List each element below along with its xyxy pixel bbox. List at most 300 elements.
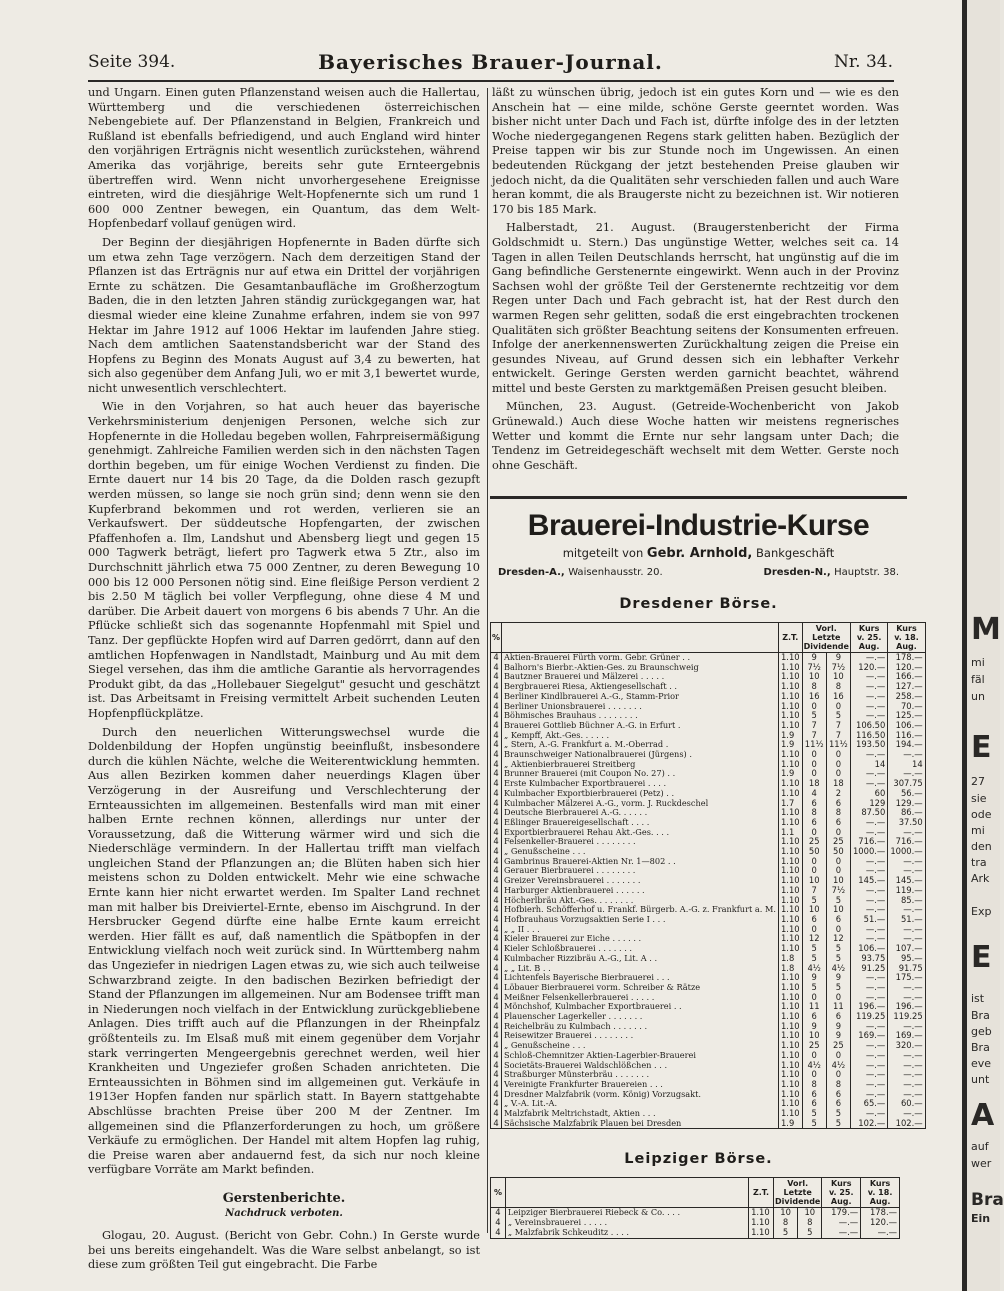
row-percent: 4 [491, 799, 502, 809]
row-kurs-25: 129 [850, 799, 887, 809]
row-dividend-prev: 10 [802, 905, 826, 915]
row-kurs-25: —.— [850, 828, 887, 838]
row-zt: 1.10 [778, 837, 802, 847]
row-percent: 4 [491, 837, 502, 847]
row-dividend-last: 9 [826, 1031, 850, 1041]
section-heading: Gerstenberichte. [222, 1190, 346, 1206]
adjacent-fragment: mi [971, 656, 985, 669]
row-kurs-25: —.— [850, 779, 887, 789]
dividend-label: Dividende [803, 642, 849, 651]
row-company: Malzfabrik Meltrichstadt, Aktien . . . [502, 1109, 779, 1119]
row-percent: 4 [491, 925, 502, 935]
row-dividend-last: 10 [826, 905, 850, 915]
row-company: Vereinigte Frankfurter Brauereien . . . [502, 1080, 779, 1090]
adjacent-fragment: eve [971, 1057, 992, 1070]
row-percent: 4 [491, 1051, 502, 1061]
row-zt: 1.10 [778, 1002, 802, 1012]
row-company: Löbauer Bierbrauerei vorm. Schreiber & Rätze [502, 983, 779, 993]
adjacent-fragment: geb [971, 1025, 992, 1038]
row-dividend-last: 8 [798, 1218, 822, 1228]
row-dividend-last: 6 [826, 1090, 850, 1100]
row-percent: 4 [491, 1022, 502, 1032]
row-dividend-prev: 12 [802, 934, 826, 944]
row-company: Aktien-Brauerei Fürth vorm. Gebr. Grüner . . [502, 653, 779, 663]
adjacent-fragment: Exp [971, 905, 992, 918]
kurs-date: v. 25. [856, 633, 882, 642]
row-zt: 1.10 [778, 993, 802, 1003]
row-kurs-18: —.— [888, 1080, 925, 1090]
col-header-name [502, 623, 779, 653]
row-dividend-prev: 5 [802, 983, 826, 993]
kurs-date: v. 18. [894, 633, 919, 642]
article-paragraph: München, 23. August. (Getreide-Wochenbericht von Jakob Grünewald.) Auch diese Woche hatten wir meistens regnerisches Wetter und kommt die Ernte nur sehr langsam unter Dach; die Tendenz im Getreidegeschäft wechselt mit dem Wetter. Gerste noch ohne Geschäft. [492, 400, 899, 472]
row-dividend-prev: 6 [802, 915, 826, 925]
row-kurs-25: 91.25 [850, 964, 887, 974]
row-kurs-25: 93.75 [850, 954, 887, 964]
row-company: Sächsische Malzfabrik Plauen bei Dresden [502, 1119, 779, 1129]
row-kurs-18: 85.— [888, 896, 925, 906]
col-header-name [505, 1178, 748, 1208]
street-left: Waisenhausstr. 20. [568, 567, 663, 578]
row-dividend-prev: 10 [802, 672, 826, 682]
row-company: Meißner Felsenkellerbrauerei . . . . . [502, 993, 779, 1003]
row-dividend-last: 25 [826, 1041, 850, 1051]
issue-number: Nr. 34. [834, 52, 893, 72]
row-dividend-last: 11 [826, 1002, 850, 1012]
col-header-zt: Z.T. [749, 1178, 774, 1208]
row-kurs-18: 129.— [888, 799, 925, 809]
article-paragraph: Durch den neuerlichen Witterungswechsel wurde die Doldenbildung der Hopfen ungünstig beeinflußt, insbesondere durch die kühlen Nächte, welche die Weiterentwicklung hemmten. Aus allen Bezirken kommen daher neuerdings Klagen über Verzögerung in der Ausreifung und Verschlechterung der Ernteaussichten im allgemeinen. Bestenfalls wird man mit einer halben Ernte rechnen können, allerdings nur unter der Voraussetzung, daß die Witterung wärmer wird und sich die Niederschläge vermindern. In der Hallertau trifft man vielfach ungleichen Stand der Pflanzungen an; die Blüten haben sich hier meistens schon zu Dolden entwickelt. Mehr wie eine schwache Ernte kann hier nicht erwartet werden. Im Spalter Land rechnet man mit halber bis Dreiviertel-Ernte, ebenso im Aischgrund. In der Hersbrucker Gegend dürfte eine halbe Ernte kaum erreicht werden. Hier fällt es auf, daß namentlich die Spätbopfen in der Entwicklung vielfach noch weit zurück sind. In Württemberg nahm das Ungeziefer in niedrigen Lagen etwas zu, wie sich auch teilweise Schwarzbrand zeigte. In den badischen Bezirken befriedigt der Stand der Pflanzungen im allgemeinen. Nur am Bodensee trifft man in Niederungen noch vielfach in der Entwicklung zurückgebliebene Anlagen. Dies trifft auch auf die Pflanzungen in der Rheinpfalz größtenteils zu. Im Elsaß muß mit einem gegenüber dem Vorjahr stark verringerten Mengeergebnis gerechnet werden, weil hier Krankheiten und Ungeziefer großen Schaden anrichteten. Die Ernteaussichten in Böhmen sind im allgemeinen gut. Verkäufe in 1913er Hopfen fanden nur spärlich statt. In Bayern stattgehabte Abschlüsse brachten Preise über 200 M der Zentner. Im allgemeinen sind die Pflanzerforderungen zu hoch, um größere Verkäufe zu ermöglichen. Der Handel mit altem Hopfen lag ruhig, die Preise waren aber andauernd fest, da sich nur noch kleine verfügbare Vorräte am Markt befinden. [88, 725, 480, 1177]
table-row [491, 954, 926, 964]
row-dividend-last: 6 [826, 915, 850, 925]
row-zt: 1.10 [778, 1022, 802, 1032]
row-kurs-25: —.— [850, 1051, 887, 1061]
row-company: Braunschweiger Nationalbrauerei (Jürgens) . [502, 750, 779, 760]
left-column [88, 86, 480, 1277]
row-dividend-last: 16 [826, 692, 850, 702]
row-percent: 4 [491, 731, 502, 741]
adjacent-fragment: fäl [971, 673, 985, 686]
journal-title: Bayerisches Brauer-Journal. [318, 50, 663, 74]
row-percent: 4 [491, 934, 502, 944]
row-kurs-25: —.— [850, 886, 887, 896]
adjacent-fragment: Ein [971, 1212, 991, 1225]
row-percent: 4 [491, 1109, 502, 1119]
row-zt: 1.10 [778, 866, 802, 876]
row-zt: 1.10 [749, 1208, 774, 1218]
row-dividend-prev: 5 [774, 1228, 798, 1238]
row-kurs-18: 194.— [888, 740, 925, 750]
row-dividend-last: 10 [826, 672, 850, 682]
row-company: Kulmbacher Exportbierbrauerei (Petz) . . [502, 789, 779, 799]
row-dividend-prev: 6 [802, 1090, 826, 1100]
row-kurs-25: 51.— [850, 915, 887, 925]
row-dividend-prev: 6 [802, 799, 826, 809]
row-kurs-25: 1000.— [850, 847, 887, 857]
row-zt: 1.9 [778, 769, 802, 779]
row-dividend-prev: 8 [802, 682, 826, 692]
row-kurs-18: 91.75 [888, 964, 925, 974]
col-header-percent: % [491, 623, 502, 653]
row-zt: 1.10 [778, 983, 802, 993]
row-kurs-25: 120.— [850, 663, 887, 673]
row-company: Reisewitzer Brauerei . . . . . . . . [502, 1031, 779, 1041]
row-company: Kieler Brauerei zur Eiche . . . . . . [502, 934, 779, 944]
column-divider [487, 88, 488, 1233]
row-kurs-25: —.— [850, 1080, 887, 1090]
kurs-date: v. 25. [828, 1188, 854, 1198]
row-zt: 1.10 [778, 682, 802, 692]
row-company: Hofbrauhaus Vorzugsaktien Serie I . . . [502, 915, 779, 925]
row-kurs-25: —.— [850, 769, 887, 779]
row-dividend-prev: 0 [802, 750, 826, 760]
row-kurs-18: 107.— [888, 944, 925, 954]
row-kurs-18: 37.50 [888, 818, 925, 828]
row-dividend-last: 8 [826, 808, 850, 818]
row-company: Greizer Vereinsbrauerei . . . . . . . [502, 876, 779, 886]
row-percent: 4 [491, 1228, 506, 1238]
row-company: Exportbierbrauerei Rehau Akt.-Ges. . . . [502, 828, 779, 838]
row-company: Höcherlbräu Akt.-Ges. . . . . . . . [502, 896, 779, 906]
row-kurs-18: 106.— [888, 721, 925, 731]
col-header-kurs-18 [888, 623, 925, 653]
row-dividend-last: 0 [826, 857, 850, 867]
row-percent: 4 [491, 672, 502, 682]
row-kurs-18: 166.— [888, 672, 925, 682]
row-kurs-18: —.— [888, 925, 925, 935]
kurs-month: Aug. [830, 1197, 852, 1207]
row-zt: 1.9 [778, 1119, 802, 1129]
row-dividend-prev: 0 [802, 769, 826, 779]
row-dividend-last: 5 [826, 896, 850, 906]
row-kurs-18: —.— [888, 1022, 925, 1032]
row-kurs-18: —.— [888, 1090, 925, 1100]
adjacent-fragment: E [971, 730, 992, 765]
adjacent-fragment: den [971, 840, 992, 853]
row-percent: 4 [491, 769, 502, 779]
adjacent-fragment: ist [971, 992, 985, 1005]
row-company: Dresdner Malzfabrik (vorm. König) Vorzugsakt. [502, 1090, 779, 1100]
row-percent: 4 [491, 721, 502, 731]
row-company: „ Kempff, Akt.-Ges. . . . . . [502, 731, 779, 741]
row-percent: 4 [491, 857, 502, 867]
row-kurs-18: —.— [888, 857, 925, 867]
table-row [491, 1228, 900, 1238]
adjacent-fragment: tra [971, 856, 987, 869]
row-kurs-25: 193.50 [850, 740, 887, 750]
adjacent-fragment: ode [971, 808, 992, 821]
row-kurs-18: —.— [888, 983, 925, 993]
row-company: Deutsche Bierbrauerei A.-G. . . . . . [502, 808, 779, 818]
row-company: Societäts-Brauerei Waldschlößchen . . . [502, 1061, 779, 1071]
leipzig-quotes-table [490, 1177, 900, 1238]
street-right: Hauptstr. 38. [834, 567, 899, 578]
row-zt: 1.10 [778, 915, 802, 925]
row-dividend-prev: 6 [802, 1012, 826, 1022]
row-dividend-prev: 5 [802, 1119, 826, 1129]
row-dividend-last: 5 [826, 944, 850, 954]
row-company: Harburger Aktienbrauerei . . . . . . [502, 886, 779, 896]
row-percent: 4 [491, 983, 502, 993]
table-row [491, 915, 926, 925]
row-company: Brauerei Gottlieb Büchner A.-G. in Erfurt . [502, 721, 779, 731]
row-kurs-25: 716.— [850, 837, 887, 847]
row-percent: 4 [491, 711, 502, 721]
row-percent: 4 [491, 1208, 506, 1218]
row-kurs-18: 320.— [888, 1041, 925, 1051]
row-kurs-25: —.— [850, 1041, 887, 1051]
row-company: Schloß-Chemnitzer Aktien-Lagerbier-Brauerei [502, 1051, 779, 1061]
row-kurs-18: —.— [888, 934, 925, 944]
dividend-label: Dividende [775, 1197, 821, 1207]
adjacent-fragment: wer [971, 1157, 992, 1170]
row-kurs-18: 196.— [888, 1002, 925, 1012]
row-dividend-last: 4½ [826, 1061, 850, 1071]
row-dividend-prev: 11½ [802, 740, 826, 750]
row-kurs-18: —.— [888, 769, 925, 779]
row-zt: 1.9 [778, 740, 802, 750]
row-kurs-25: —.— [850, 1090, 887, 1100]
row-company: „ Aktienbierbrauerei Streitberg [502, 760, 779, 770]
row-dividend-prev: 0 [802, 857, 826, 867]
adjacent-fragment: A [971, 1098, 995, 1133]
row-percent: 4 [491, 818, 502, 828]
row-kurs-25: —.— [850, 896, 887, 906]
row-dividend-prev: 0 [802, 866, 826, 876]
row-dividend-prev: 5 [802, 896, 826, 906]
row-zt: 1.10 [778, 1070, 802, 1080]
row-kurs-25: —.— [850, 934, 887, 944]
row-dividend-last: 0 [826, 828, 850, 838]
row-company: Balhorn's Bierbr.-Aktien-Ges. zu Braunschweig [502, 663, 779, 673]
section-rule [490, 496, 907, 499]
kurs-month: Aug. [858, 642, 880, 651]
row-dividend-last: 5 [826, 1119, 850, 1129]
page-number: Seite 394. [88, 52, 176, 72]
row-dividend-last: 50 [826, 847, 850, 857]
row-kurs-25: —.— [850, 818, 887, 828]
row-dividend-last: 5 [826, 1109, 850, 1119]
row-zt: 1.10 [778, 934, 802, 944]
row-zt: 1.10 [778, 1051, 802, 1061]
row-dividend-last: 0 [826, 702, 850, 712]
row-dividend-prev: 4½ [802, 1061, 826, 1071]
row-kurs-25: —.— [850, 973, 887, 983]
row-dividend-last: 7 [826, 721, 850, 731]
row-dividend-prev: 6 [802, 818, 826, 828]
row-zt: 1.10 [749, 1218, 774, 1228]
article-paragraph: Der Beginn der diesjährigen Hopfenernte in Baden dürfte sich um etwa zehn Tage verzögern. Nach dem derzeitigen Stand der Pflanzen ist das Erträgnis nur auf etwa ein Drittel der vorjährigen Ernte zu schätzen. Die Gesamtanbaufläche im Großherzogtum Baden, die in den letzten Jahren ständig zurückgegangen war, hat diesmal wieder eine kleine Zunahme erfahren, indem sie von 997 Hektar im Jahre 1912 auf 1006 Hektar im laufenden Jahre stieg. Nach dem amtlichen Saatenstandsbericht war der Stand des Hopfens zu Beginn des Monats August auf 3,4 zu bewerten, hat sich also gegenüber dem Anfang Juli, wo er mit 3,1 bewertet wurde, nicht unwesentlich verschlechtert. [88, 235, 480, 395]
row-kurs-25: 106.50 [850, 721, 887, 731]
row-percent: 4 [491, 1119, 502, 1129]
row-company: Gerauer Bierbrauerei . . . . . . . . [502, 866, 779, 876]
row-zt: 1.10 [778, 1031, 802, 1041]
row-percent: 4 [491, 847, 502, 857]
adjacent-fragment: un [971, 690, 985, 703]
row-kurs-18: 178.— [888, 653, 925, 663]
row-dividend-last: 9 [826, 1022, 850, 1032]
adjacent-fragment: 27 [971, 775, 985, 788]
row-company: Kulmbacher Mälzerei A.-G., vorm. J. Ruckdeschel [502, 799, 779, 809]
row-kurs-18: 120.— [861, 1218, 900, 1228]
row-kurs-18: 178.— [861, 1208, 900, 1218]
row-kurs-18: —.— [888, 1070, 925, 1080]
row-percent: 4 [491, 1218, 506, 1228]
row-kurs-25: —.— [850, 866, 887, 876]
dividend-last-label: Letzte [812, 633, 841, 642]
row-dividend-prev: 7 [802, 731, 826, 741]
row-percent: 4 [491, 1099, 502, 1109]
row-company: Bautzner Brauerei und Mälzerei . . . . . [502, 672, 779, 682]
row-kurs-18: —.— [888, 866, 925, 876]
row-kurs-25: 87.50 [850, 808, 887, 818]
row-kurs-25: —.— [850, 653, 887, 663]
row-company: Hofbierh. Schöfferhof u. Frankf. Bürgerb. A.-G. z. Frankfurt a. M. [502, 905, 779, 915]
row-dividend-prev: 5 [802, 944, 826, 954]
row-company: Berliner Unionsbrauerei . . . . . . . [502, 702, 779, 712]
row-kurs-18: —.— [888, 993, 925, 1003]
row-zt: 1.10 [778, 672, 802, 682]
row-zt: 1.10 [778, 886, 802, 896]
row-company: „ V.-A. Lit.-A. [502, 1099, 779, 1109]
row-percent: 4 [491, 954, 502, 964]
row-dividend-prev: 0 [802, 702, 826, 712]
city-left: Dresden-A., [498, 567, 565, 578]
row-dividend-last: 9 [826, 653, 850, 663]
row-percent: 4 [491, 1061, 502, 1071]
row-dividend-prev: 0 [802, 1051, 826, 1061]
col-header-dividend [802, 623, 850, 653]
row-dividend-last: 5 [798, 1228, 822, 1238]
row-dividend-last: 25 [826, 837, 850, 847]
row-dividend-prev: 0 [802, 760, 826, 770]
row-zt: 1.8 [778, 954, 802, 964]
row-dividend-last: 8 [826, 1080, 850, 1090]
row-dividend-last: 9 [826, 973, 850, 983]
row-zt: 1.10 [778, 1109, 802, 1119]
row-zt: 1.8 [778, 964, 802, 974]
row-kurs-25: —.— [822, 1218, 861, 1228]
row-dividend-prev: 18 [802, 779, 826, 789]
row-dividend-prev: 10 [802, 876, 826, 886]
row-kurs-25: —.— [850, 983, 887, 993]
row-dividend-prev: 9 [802, 1022, 826, 1032]
row-percent: 4 [491, 740, 502, 750]
stock-quotes-section [490, 496, 923, 1239]
row-dividend-prev: 50 [802, 847, 826, 857]
adjacent-fragment: mi [971, 824, 985, 837]
dresden-table-body [491, 653, 926, 1129]
row-dividend-prev: 25 [802, 1041, 826, 1051]
row-zt: 1.10 [778, 876, 802, 886]
row-dividend-last: 0 [826, 925, 850, 935]
row-dividend-last: 7 [826, 731, 850, 741]
row-company: „ Genußscheine . . . [502, 847, 779, 857]
adjacent-fragment: auf [971, 1140, 989, 1153]
row-dividend-last: 6 [826, 818, 850, 828]
article-paragraph: Halberstadt, 21. August. (Braugerstenbericht der Firma Goldschmidt u. Stern.) Das ungünstige Wetter, welches seit ca. 14 Tagen in allen Teilen Deutschlands herrscht, hat ungünstig auf die im Gang befindliche Gerstenernte eingewirkt. Wenn auch in der Provinz Sachsen wohl der größte Teil der Gerstenernte rechtzeitig vor dem Regen unter Dach und Fach gebracht ist, hat der Rest durch den warmen Regen sehr gelitten, sodaß die erst eingebrachten trockenen Qualitäten sich größter Beachtung seitens der Konsumenten erfreuen. Infolge der anerkennenswerten Zurückhaltung zeigen die Preise ein gesundes Niveau, auf Grund dessen sich ein lebhafter Verkehr entwickelt. Geringe Gersten werden garnicht beachtet, während mittel und beste Gersten zu marktgemäßen Preisen gesucht bleiben. [492, 221, 899, 395]
table-row [491, 1119, 926, 1129]
col-header-kurs-25 [850, 623, 887, 653]
row-zt: 1.10 [778, 750, 802, 760]
row-dividend-prev: 0 [802, 828, 826, 838]
row-kurs-25: —.— [850, 692, 887, 702]
article-paragraph: Wie in den Vorjahren, so hat auch heuer das bayerische Verkehrsministerium denjenigen Personen, welche sich zur Hopfenernte in die Holledau begeben wollen, Fahrpreisermäßigung genehmigt. Zahlreiche Familien werden sich in den nächsten Tagen dorthin begeben, um für einige Wochen Verdienst zu finden. Die Ernte dauert nur 14 bis 20 Tage, da die Dolden rasch gezupft werden müssen, so lange sie noch grün sind; denn wenn sie den Kupferbrand bekommen und rot werden, verlieren sie an Verkaufswert. Der süddeutsche Hopfengarten, der zwischen Pfaffenhofen a. Ilm, Landshut und Abensberg liegt und gegen 15 000 Tagwerk beträgt, liefert pro Tagwerk etwa 5 Ztr., also im Durchschnitt jährlich etwa 75 000 Zentner, zu deren Bewegung 10 000 bis 12 000 Personen nötig sind. Eine fleißige Person verdient 2 bis 2.50 M täglich bei voller Verpflegung, ohne diese 4 M und darüber. Die Arbeit dauert von morgens 6 bis abends 7 Uhr. An die Pflücke schließt sich das sogenannte Hopfenmahl mit Spiel und Tanz. Der gepflückte Hopfen wird auf Darren gedörrt, dann auf den amtlichen Hopfenwagen in Nandlstadt, Mainburg und Au mit dem Siegel versehen, das ihm die amtliche Garantie als hervorragendes Produkt gibt, da das „Hollebauer Siegelgut" gesucht und geschätzt ist. Das Arbeitsamt in Freising vermittelt Arbeit suchenden Leuten Hopfenpflückplätze. [88, 400, 480, 720]
leipzig-table-body [491, 1208, 900, 1238]
row-company: „ Genußscheine . . . [502, 1041, 779, 1051]
kurs-label: Kurs [831, 1179, 852, 1189]
row-zt: 1.10 [778, 711, 802, 721]
row-zt: 1.10 [778, 857, 802, 867]
row-dividend-prev: 7½ [802, 663, 826, 673]
adjacent-fragment: Ark [971, 872, 990, 885]
col-header-kurs-18 [861, 1178, 900, 1208]
row-dividend-prev: 5 [802, 1109, 826, 1119]
row-company: „ Malzfabrik Schkeuditz . . . . [505, 1228, 748, 1238]
row-kurs-18: 716.— [888, 837, 925, 847]
row-dividend-last: 10 [798, 1208, 822, 1218]
row-percent: 4 [491, 1031, 502, 1041]
kurs-label: Kurs [858, 624, 880, 633]
address-right [764, 567, 899, 578]
row-dividend-prev: 8 [802, 808, 826, 818]
row-zt: 1.10 [778, 702, 802, 712]
row-company: Lichtenfels Bayerische Bierbrauerei . . . [502, 973, 779, 983]
row-kurs-18: 175.— [888, 973, 925, 983]
row-kurs-18: 70.— [888, 702, 925, 712]
row-zt: 1.10 [778, 663, 802, 673]
row-dividend-prev: 25 [802, 837, 826, 847]
row-dividend-last: 2 [826, 789, 850, 799]
row-zt: 1.10 [778, 944, 802, 954]
row-kurs-25: —.— [850, 857, 887, 867]
row-kurs-18: —.— [888, 1109, 925, 1119]
row-company: „ „ Lit. B . . [502, 964, 779, 974]
row-percent: 4 [491, 886, 502, 896]
row-kurs-18: 258.— [888, 692, 925, 702]
row-percent: 4 [491, 905, 502, 915]
row-dividend-last: 5 [826, 983, 850, 993]
row-dividend-last: 4½ [826, 964, 850, 974]
row-kurs-25: —.— [850, 1070, 887, 1080]
col-header-percent: % [491, 1178, 506, 1208]
row-zt: 1.10 [778, 721, 802, 731]
row-kurs-18: —.— [888, 828, 925, 838]
row-kurs-25: 145.— [850, 876, 887, 886]
article-paragraph: Glogau, 20. August. (Bericht von Gebr. Cohn.) In Gerste wurde bei uns bereits eingehandelt. Was die Ware selbst anbelangt, so ist diese zum größten Teil gut eingebracht. Die Farbe [88, 1229, 480, 1272]
row-company: Berliner Kindlbrauerei A.-G., Stamm-Prior [502, 692, 779, 702]
row-dividend-prev: 11 [802, 1002, 826, 1012]
row-company: „ „ II . . . [502, 925, 779, 935]
row-kurs-25: 60 [850, 789, 887, 799]
row-percent: 4 [491, 1080, 502, 1090]
row-company: „ Stern, A.-G. Frankfurt a. M.-Oberrad . [502, 740, 779, 750]
row-percent: 4 [491, 828, 502, 838]
row-dividend-prev: 0 [802, 993, 826, 1003]
row-kurs-18: 60.— [888, 1099, 925, 1109]
article-paragraph: und Ungarn. Einen guten Pflanzenstand weisen auch die Hallertau, Württemberg und die verschiedenen österreichischen Nebengebiete auf. Der Pflanzenstand in Belgien, Frankreich und Rußland ist ebenfalls befriedigend, und auch England wird hinter den vorjährigen Erträgnis nicht wesentlich zurückstehen, während Amerika das vorjährige, bereits sehr gute Ernteergebnis übertreffen wird. Wenn nicht unvorhergesehene Ereignisse eintreten, wird die diesjährige Welt-Hopfenernte sich um rund 1 600 000 Zentner bewegen, ein Quantum, das dem Welt-Hopfenbedarf vollauf genügen wird. [88, 86, 480, 231]
city-right: Dresden-N., [763, 567, 831, 578]
row-kurs-25: —.— [850, 711, 887, 721]
row-percent: 4 [491, 973, 502, 983]
row-kurs-18: 56.— [888, 789, 925, 799]
row-kurs-18: 145.— [888, 876, 925, 886]
right-column [492, 86, 899, 477]
row-percent: 4 [491, 1070, 502, 1080]
row-percent: 4 [491, 682, 502, 692]
row-percent: 4 [491, 808, 502, 818]
kurs-date: v. 18. [867, 1188, 893, 1198]
